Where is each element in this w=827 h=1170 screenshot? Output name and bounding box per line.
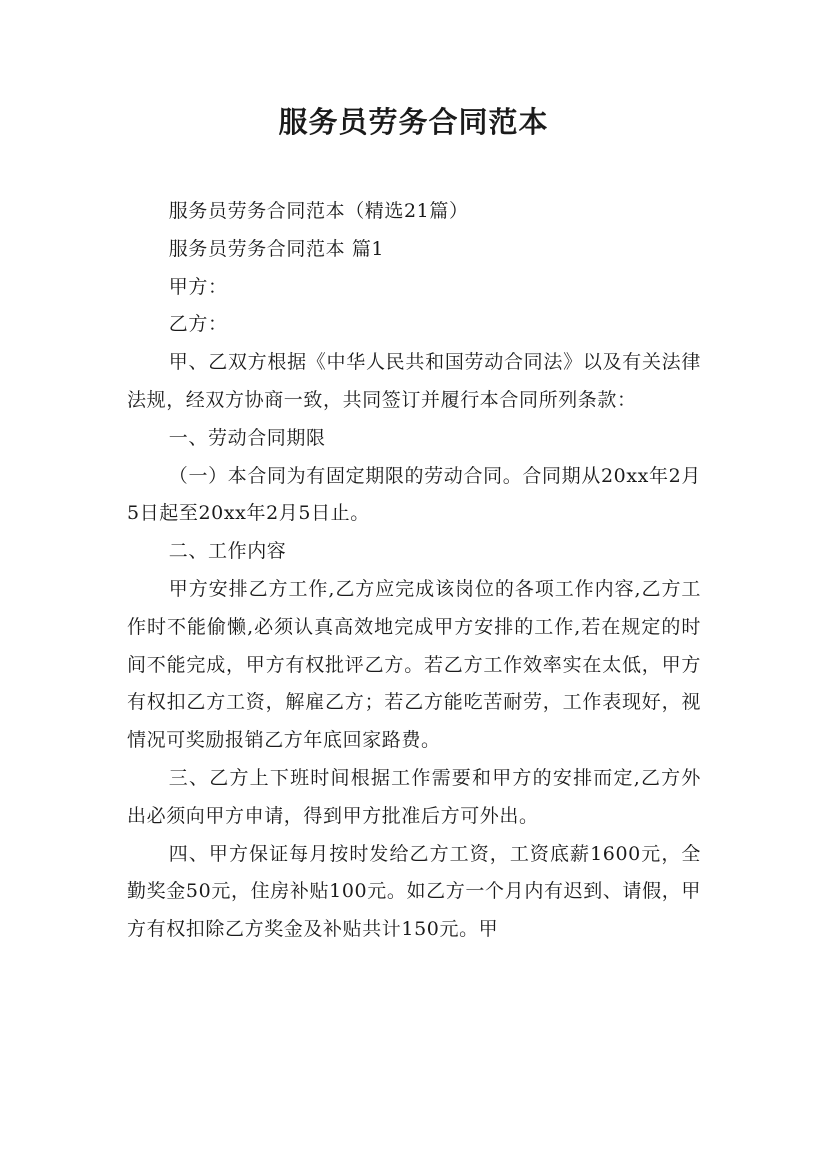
paragraph-clause-1-heading: 一、劳动合同期限 <box>168 426 326 449</box>
paragraph-clause-1-term: （一）本合同为有固定期限的劳动合同。合同期从20xx年2月5日起至20xx年2月5日止。 <box>127 464 701 525</box>
paragraph-clause-2-heading: 二、工作内容 <box>168 540 287 563</box>
paragraph-section-heading: 服务员劳务合同范本 篇1 <box>168 237 385 260</box>
document-title: 服务员劳务合同范本 <box>278 105 549 139</box>
paragraph-subtitle: 服务员劳务合同范本（精选21篇） <box>168 200 469 222</box>
paragraph-preamble: 甲、乙双方根据《中华人民共和国劳动合同法》以及有关法律法规，经双方协商一致，共同签订并履行本合同所列条款： <box>127 351 701 411</box>
paragraph-party-a: 甲方： <box>168 275 228 298</box>
document-body <box>127 193 701 949</box>
paragraph-clause-3: 三、乙方上下班时间根据工作需要和甲方的安排而定,乙方外出必须向甲方申请，得到甲方批准后方可外出。 <box>127 766 701 827</box>
paragraph-clause-2-content: 甲方安排乙方工作,乙方应完成该岗位的各项工作内容,乙方工作时不能偷懒,必须认真高效地完成甲方安排的工作,若在规定的时间不能完成，甲方有权批评乙方。若乙方工作效率实在太低，甲方有权扣乙方工资，解雇乙方；若乙方能吃苦耐劳，工作表现好，视情况可奖励报销乙方年底回家路费。 <box>127 577 701 752</box>
paragraph-clause-4: 四、甲方保证每月按时发给乙方工资，工资底薪1600元，全勤奖金50元，住房补贴100元。如乙方一个月内有迟到、请假，甲方有权扣除乙方奖金及补贴共计150元。甲 <box>127 842 701 941</box>
paragraph-party-b: 乙方： <box>168 313 228 336</box>
